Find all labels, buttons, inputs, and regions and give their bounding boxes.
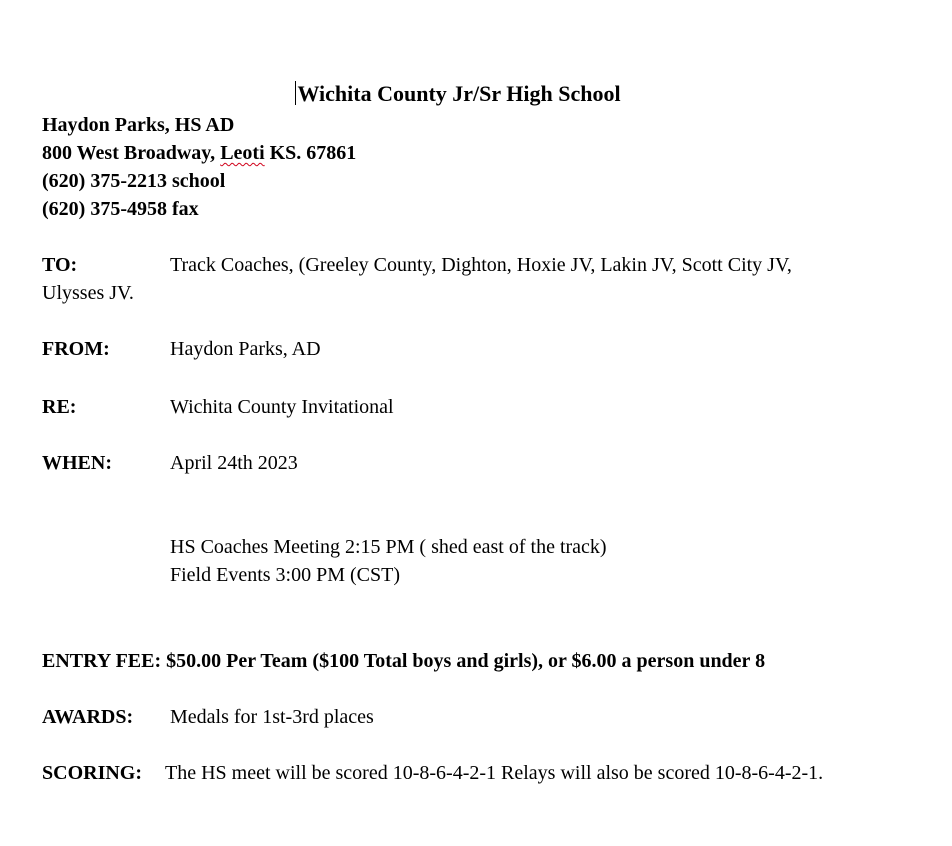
sender-header	[42, 111, 356, 223]
awards-row	[42, 703, 374, 731]
to-value: Track Coaches, (Greeley County, Dighton, Hoxie JV, Lakin JV, Scott City JV,	[170, 254, 792, 276]
sender-address	[42, 139, 356, 167]
address-city-spellcheck[interactable]: Leoti	[220, 142, 265, 164]
address-street: 800 West Broadway,	[42, 142, 221, 164]
when-value: April 24th 2023	[170, 452, 298, 474]
from-value: Haydon Parks, AD	[170, 338, 321, 360]
scoring-label: SCORING:	[42, 762, 143, 784]
to-label: TO:	[42, 254, 78, 276]
sender-name: Haydon Parks, HS AD	[42, 114, 235, 136]
re-label: RE:	[42, 396, 77, 418]
title-text: Wichita County Jr/Sr High School	[297, 81, 621, 106]
field-events-time: Field Events 3:00 PM (CST)	[170, 564, 401, 586]
school-phone: (620) 375-2213 school	[42, 170, 226, 192]
awards-value: Medals for 1st-3rd places	[170, 706, 374, 728]
awards-label: AWARDS:	[42, 706, 134, 728]
memo-when	[42, 449, 298, 477]
memo-to	[42, 251, 902, 307]
when-label: WHEN:	[42, 452, 112, 474]
from-label: FROM:	[42, 338, 110, 360]
to-value-continued: Ulysses JV.	[42, 282, 134, 304]
document-title	[0, 80, 916, 108]
memo-re	[42, 393, 394, 421]
memo-from	[42, 335, 321, 363]
scoring-value: The HS meet will be scored 10-8-6-4-2-1 Relays will also be scored 10-8-6-4-2-1.	[165, 762, 824, 784]
address-state-zip: KS. 67861	[264, 142, 357, 164]
fax-number: (620) 375-4958 fax	[42, 198, 199, 220]
coaches-meeting-time: HS Coaches Meeting 2:15 PM ( shed east of the track)	[170, 536, 607, 558]
entry-fee: ENTRY FEE: $50.00 Per Team ($100 Total boys and girls), or $6.00 a person under 8	[42, 650, 766, 672]
scoring-row	[42, 759, 824, 787]
re-value: Wichita County Invitational	[170, 396, 394, 418]
